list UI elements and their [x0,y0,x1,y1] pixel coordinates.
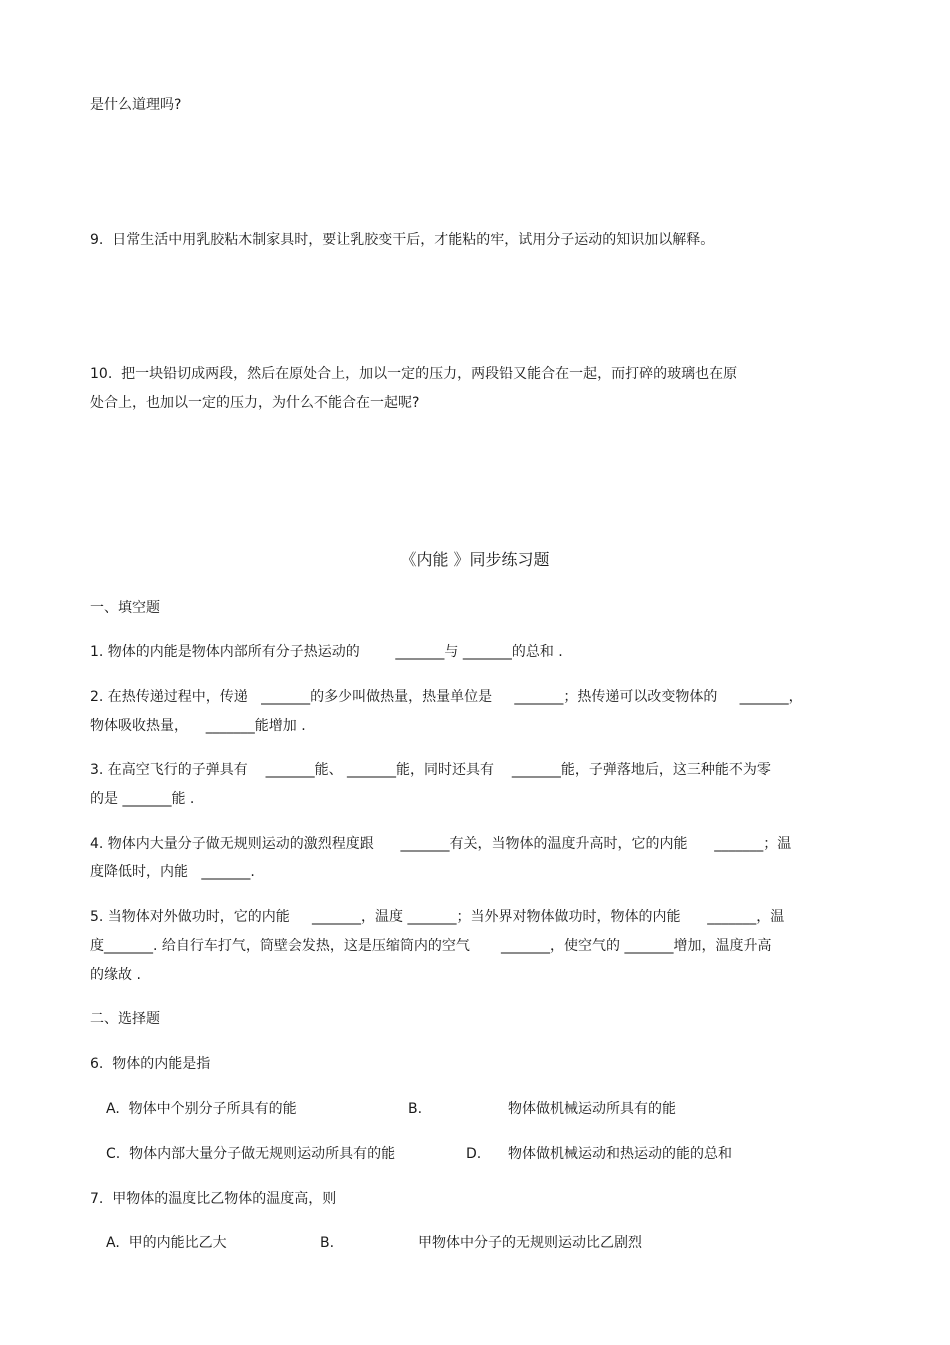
question-7: 7. 甲物体的温度比乙物体的温度高，则 [90,1191,337,1207]
q6-option-b-letter: B. [408,1101,423,1117]
question-1: 1. 物体的内能是物体内部所有分子热运动的 _______与 _______的总和 . [90,644,563,660]
question-5-line3: 的缘故 . [90,967,141,983]
q6-option-b: 物体做机械运动所具有的能 [508,1101,676,1117]
question-9: 9. 日常生活中用乳胶粘木制家具时，要让乳胶变干后，才能粘的牢，试用分子运动的知识加以解释。 [90,232,715,248]
section-fill-blank: 一、填空题 [90,600,160,616]
page-title: 《内能 》同步练习题 [400,550,550,569]
q7-option-a: A. 甲的内能比乙大 [106,1235,227,1251]
q6-option-d: 物体做机械运动和热运动的能的总和 [508,1146,732,1162]
question-5-line2: 度_______. 给自行车打气，筒壁会发热，这是压缩筒内的空气 _______，使空气的 _______增加，温度升高 [90,938,772,954]
question-10-line2: 处合上，也加以一定的压力，为什么不能合在一起呢? [90,395,420,411]
question-4-line2: 度降低时，内能 _______. [90,864,255,880]
q6-option-d-letter: D. [466,1146,482,1162]
question-6: 6. 物体的内能是指 [90,1056,211,1072]
q7-option-b-letter: B. [320,1235,335,1251]
question-2-line2: 物体吸收热量， _______能增加 . [90,718,306,734]
q8-tail: 是什么道理吗? [90,97,182,113]
question-5-line1: 5. 当物体对外做功时，它的内能 _______，温度 _______；当外界对物体做功时，物体的内能 _______，温 [90,909,785,925]
question-4-line1: 4. 物体内大量分子做无规则运动的激烈程度跟 _______有关，当物体的温度升高时，它的内能 _______；温 [90,836,792,852]
question-3-line2: 的是 _______能 . [90,791,195,807]
section-choice: 二、选择题 [90,1011,160,1027]
question-2-line1: 2. 在热传递过程中，传递 _______的多少叫做热量，热量单位是 _______；热传递可以改变物体的 _______， [90,689,803,705]
question-10-line1: 10. 把一块铅切成两段，然后在原处合上，加以一定的压力，两段铅又能合在一起，而打碎的玻璃也在原 [90,366,738,382]
q6-option-a: A. 物体中个别分子所具有的能 [106,1101,297,1117]
q6-option-c: C. 物体内部大量分子做无规则运动所具有的能 [106,1146,396,1162]
q7-option-b: 甲物体中分子的无规则运动比乙剧烈 [418,1235,642,1251]
question-3-line1: 3. 在高空飞行的子弹具有 _______能、 _______能，同时还具有 _______能，子弹落地后，这三种能不为零 [90,762,771,778]
